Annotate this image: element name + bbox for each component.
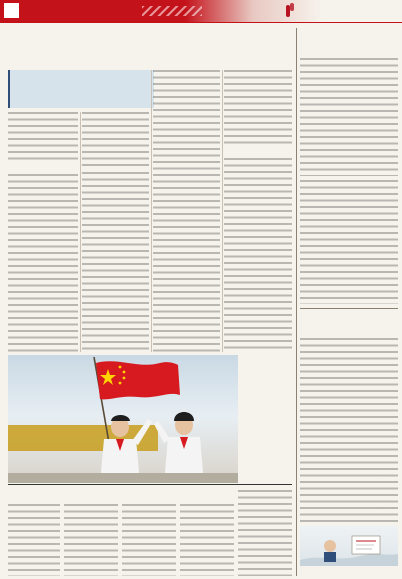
commentary-column — [300, 58, 398, 176]
right-column-rule — [300, 308, 398, 309]
article-column — [224, 70, 292, 146]
bottom-article-column — [8, 504, 60, 576]
main-byline — [130, 60, 190, 68]
article-column — [153, 70, 220, 352]
article-column — [8, 174, 78, 352]
masthead-decoration — [142, 6, 202, 16]
bottom-article-column — [122, 504, 176, 576]
artwork-credit — [366, 568, 398, 575]
commentary-column — [300, 180, 398, 304]
editor-credits — [336, 12, 398, 19]
commentary-byline-2 — [340, 328, 380, 335]
article-column — [224, 158, 292, 352]
article-column — [8, 112, 78, 162]
newspaper-logo — [296, 4, 332, 18]
newspaper-logo-icon — [286, 3, 294, 19]
issue-date — [336, 4, 398, 11]
column-rule — [151, 70, 152, 352]
commentary-headline-2 — [300, 314, 398, 326]
column-rule — [80, 112, 81, 352]
news-photo — [8, 355, 238, 483]
bottom-article-column — [180, 504, 234, 576]
article-column — [82, 172, 149, 352]
article-column — [82, 112, 149, 170]
photo-caption — [240, 458, 292, 484]
bottom-section-rule — [8, 484, 292, 485]
flag-ceremony-illustration — [8, 355, 238, 483]
commentary-headline-1 — [300, 34, 398, 46]
page-number — [4, 3, 19, 18]
bottom-article-column — [64, 504, 118, 576]
right-column-divider — [296, 28, 297, 576]
masthead-rule — [0, 22, 402, 23]
commentary-byline-1 — [330, 48, 380, 55]
main-headline — [8, 36, 290, 58]
cartoon-illustration — [300, 526, 398, 566]
bottom-headline — [60, 486, 250, 502]
commentary-artwork — [300, 526, 398, 566]
bottom-article-column — [238, 490, 292, 576]
column-rule — [222, 70, 223, 352]
lead-summary-box — [8, 70, 154, 108]
commentary-column — [300, 338, 398, 522]
